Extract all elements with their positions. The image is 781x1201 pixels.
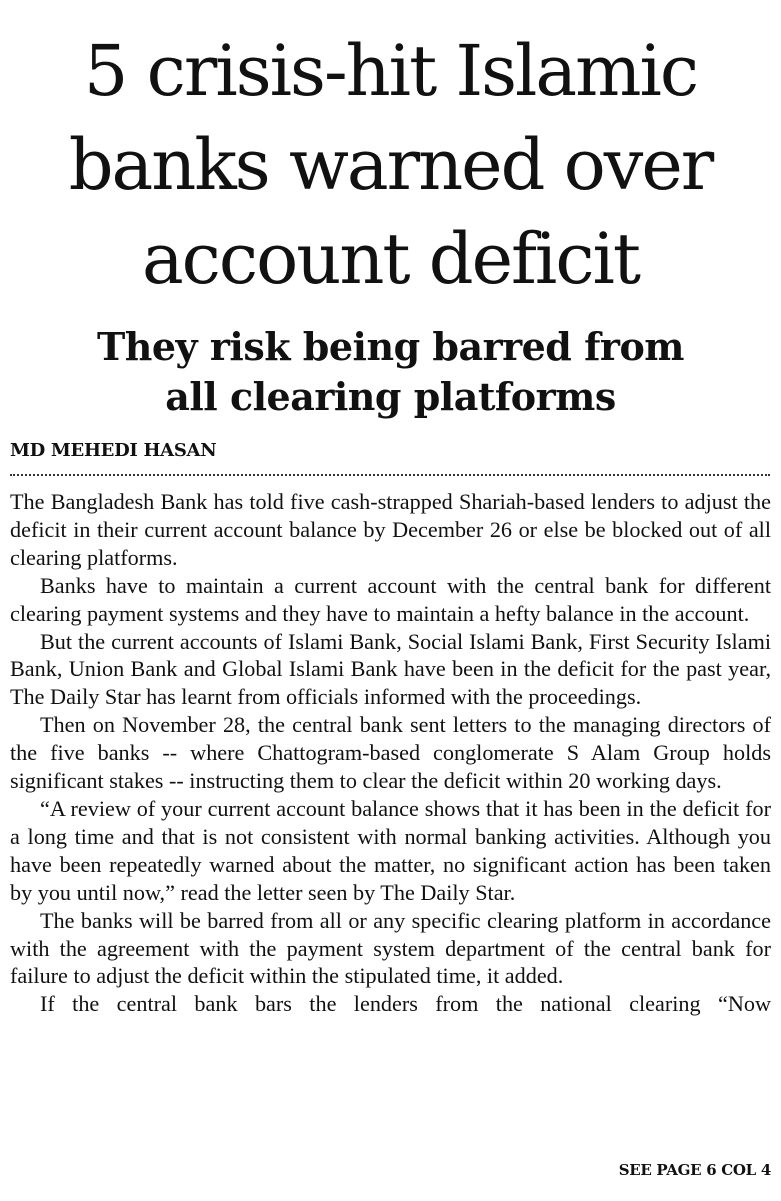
- subheadline-line: all clearing platforms: [165, 374, 616, 419]
- subheadline-line: They risk being barred from: [96, 324, 685, 369]
- paragraph: The banks will be barred from all or any specific clearing platform in accordance with the agreement with the payment system department of the central bank for failure to adjust the deficit within the stipulated time, it added.: [10, 907, 771, 989]
- paragraph: But the current accounts of Islami Bank, Social Islami Bank, First Security Islami Bank, Union Bank and Global Islami Bank have been in the deficit for the past year, The Daily Star has learnt from officials informed with the proceedings.: [10, 628, 771, 710]
- continued-on-page-link: SEE PAGE 6 COL 4: [618, 1161, 771, 1179]
- paragraph: Then on November 28, the central bank sent letters to the managing directors of the five banks -- where Chattogram-based conglomerate S Alam Group holds significant stakes -- instructing them to clear the deficit within 20 working days.: [10, 712, 771, 794]
- paragraph: Banks have to maintain a current account with the central bank for different clearing payment systems and they have to maintain a hefty balance in the account.: [10, 572, 771, 626]
- byline: MD MEHEDI HASAN: [10, 440, 217, 461]
- dotted-divider: [10, 474, 770, 476]
- headline: [0, 24, 781, 306]
- headline-line: banks warned over: [68, 124, 713, 206]
- headline-line: 5 crisis-hit Islamic: [83, 30, 698, 112]
- paragraph: If the central bank bars the lenders from the national clearing “Now: [40, 991, 771, 1017]
- headline-line: account deficit: [141, 218, 640, 300]
- paragraph: “A review of your current account balance shows that it has been in the deficit for a long time and that is not consistent with normal banking activities. Although you have been repeatedly warned about the matter, no significant action has been taken by you until now,” read the letter seen by The Daily Star.: [10, 795, 771, 905]
- paragraph: The Bangladesh Bank has told five cash-strapped Shariah-based lenders to adjust the deficit in their current account balance by December 26 or else be blocked out of all clearing platforms.: [10, 489, 771, 570]
- article-body: [10, 488, 771, 1018]
- subheadline: [0, 322, 781, 422]
